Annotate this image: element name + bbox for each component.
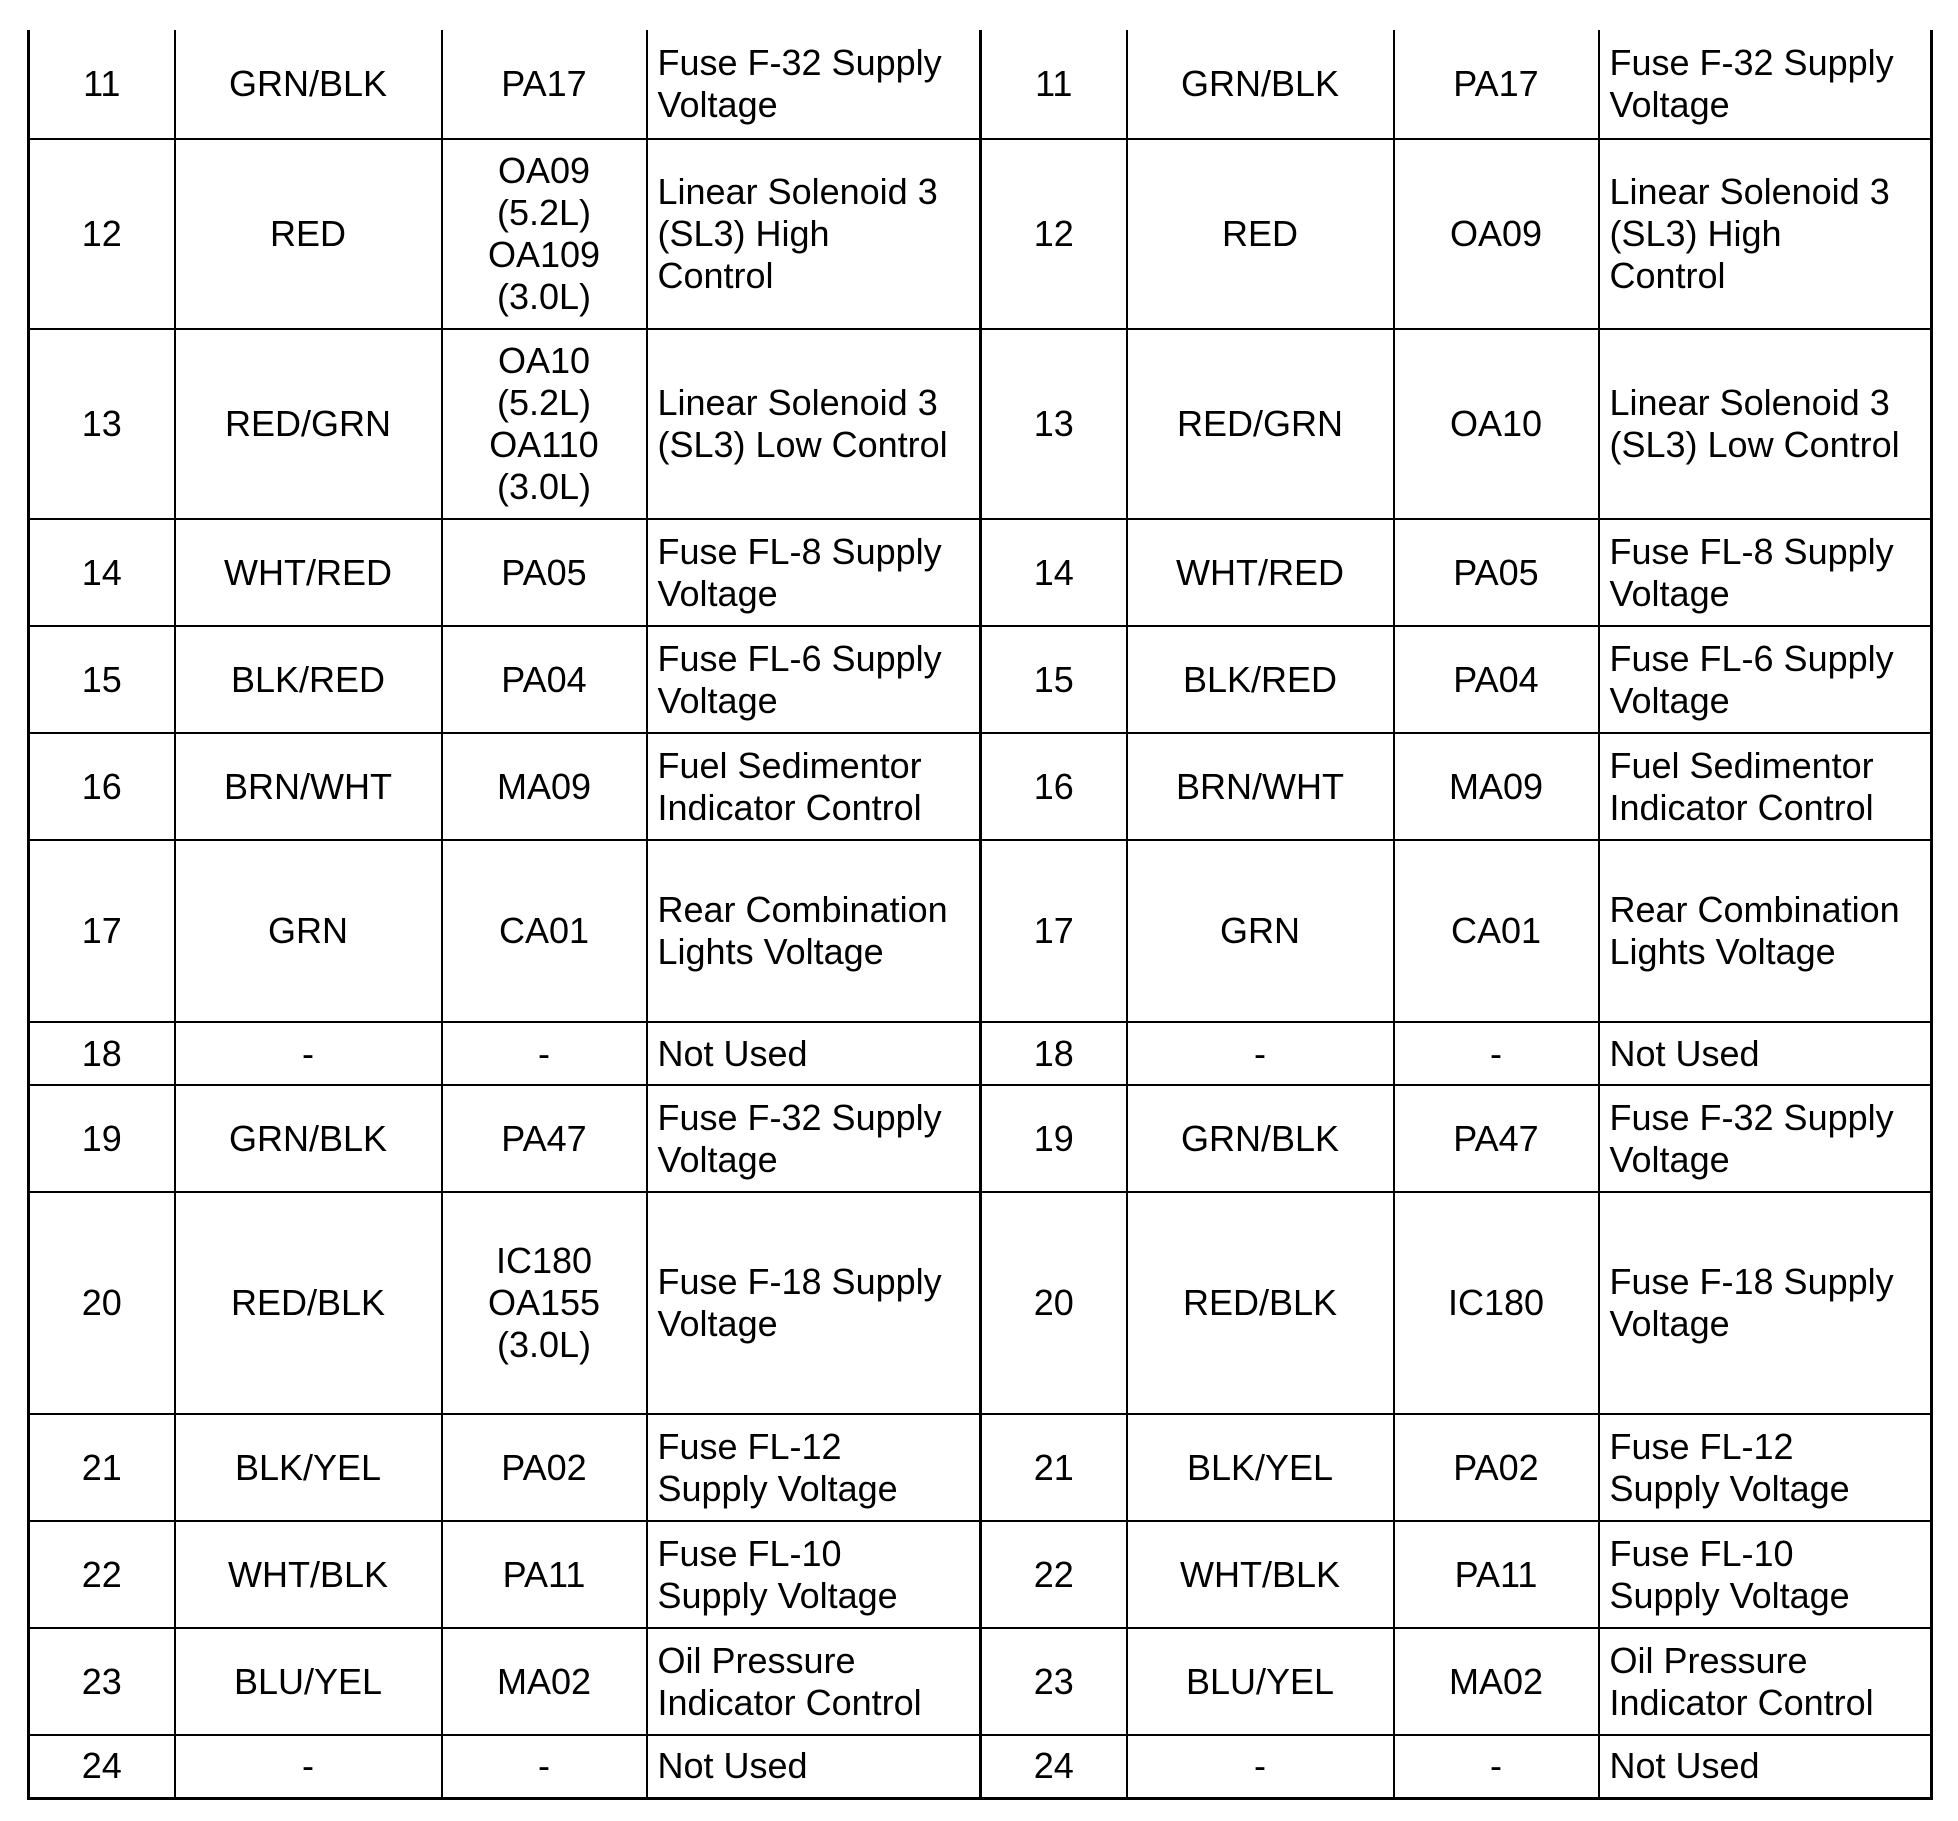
function-cell [647, 519, 981, 626]
function-cell [1599, 1628, 1932, 1735]
circuit-cell [442, 733, 647, 840]
circuit-line: PA05 [1453, 551, 1539, 593]
function-line: Rear Combination [1609, 889, 1900, 930]
circuit-line: OA09 [1449, 213, 1543, 254]
circuit-cell [442, 1735, 647, 1798]
function-cell [647, 1085, 981, 1192]
connector-pinout-table [27, 30, 1933, 1800]
circuit-line: (3.0L) [496, 1324, 592, 1365]
circuit-line: CA01 [1450, 910, 1542, 951]
circuit-cell [442, 1628, 647, 1735]
function-line: Control [1609, 255, 1726, 296]
function-line: Voltage [657, 679, 778, 721]
wire-color-cell: BRN/WHT [1127, 733, 1394, 840]
function-cell [647, 1192, 981, 1414]
function-line: Indicator Control [657, 1681, 922, 1723]
function-line: Fuse FL-10 [657, 1532, 842, 1574]
function-line: Indicator Control [657, 786, 922, 828]
function-cell [647, 139, 981, 329]
circuit-line: PA17 [1453, 63, 1539, 104]
function-line: Fuel Sedimentor [1609, 744, 1874, 786]
wire-color-cell: GRN/BLK [1127, 30, 1394, 139]
circuit-cell [1394, 626, 1599, 733]
function-line: Voltage [657, 572, 778, 614]
circuit-cell [1394, 1022, 1599, 1085]
table-row [29, 1085, 1932, 1192]
function-line: Linear Solenoid 3 [1609, 171, 1890, 212]
circuit-cell [1394, 1192, 1599, 1414]
function-cell [647, 733, 981, 840]
function-cell [647, 1735, 981, 1798]
wire-color-cell: RED/BLK [1127, 1192, 1394, 1414]
function-line: Fuse FL-8 Supply [1609, 530, 1894, 572]
pin-number-cell: 14 [981, 519, 1127, 626]
function-line: Linear Solenoid 3 [1609, 382, 1890, 423]
circuit-line: OA110 [489, 424, 599, 465]
function-cell [647, 30, 981, 139]
wire-color-cell: RED [175, 139, 442, 329]
circuit-cell [442, 1192, 647, 1414]
function-cell [1599, 139, 1932, 329]
function-cell [647, 1022, 981, 1085]
wire-color-cell: BLK/YEL [175, 1414, 442, 1521]
wire-color-cell: GRN/BLK [175, 1085, 442, 1192]
wire-color-cell: - [1127, 1022, 1394, 1085]
circuit-cell [1394, 1414, 1599, 1521]
pin-number-cell: 15 [29, 626, 175, 733]
circuit-cell [1394, 733, 1599, 840]
circuit-cell [442, 30, 647, 139]
circuit-line: PA04 [501, 658, 587, 700]
circuit-line: PA11 [1454, 1553, 1538, 1595]
function-cell [1599, 840, 1932, 1022]
table-row [29, 626, 1932, 733]
circuit-line: MA02 [1448, 1660, 1544, 1702]
table-row [29, 1022, 1932, 1085]
function-line: Supply Voltage [1609, 1467, 1850, 1509]
table-row [29, 329, 1932, 519]
wire-color-cell: BLK/YEL [1127, 1414, 1394, 1521]
pin-number-cell: 20 [29, 1192, 175, 1414]
circuit-line: PA02 [1453, 1446, 1539, 1488]
circuit-line: OA09 [497, 150, 591, 191]
circuit-cell [1394, 1735, 1599, 1798]
circuit-line: OA109 [487, 234, 601, 275]
pinout-table-body [29, 30, 1932, 1798]
circuit-line: IC180 [1447, 1282, 1545, 1323]
table-row [29, 139, 1932, 329]
pin-number-cell: 18 [29, 1022, 175, 1085]
function-line: Supply Voltage [1609, 1574, 1850, 1616]
pin-number-cell: 21 [981, 1414, 1127, 1521]
circuit-cell [1394, 139, 1599, 329]
function-line: Fuel Sedimentor [657, 744, 922, 786]
function-cell [1599, 329, 1932, 519]
table-row [29, 1735, 1932, 1798]
function-cell [647, 1628, 981, 1735]
function-line: Fuse FL-8 Supply [657, 530, 942, 572]
table-row [29, 1628, 1932, 1735]
function-line: Voltage [1609, 572, 1730, 614]
function-cell [1599, 1085, 1932, 1192]
function-line: Lights Voltage [1609, 931, 1836, 972]
function-cell [647, 1414, 981, 1521]
function-cell [1599, 519, 1932, 626]
function-line: Fuse F-32 Supply [1609, 1096, 1894, 1138]
circuit-line: - [538, 1032, 550, 1074]
function-line: (SL3) High [1609, 213, 1782, 254]
function-line: Voltage [657, 84, 778, 125]
function-cell [647, 329, 981, 519]
function-line: Voltage [1609, 679, 1730, 721]
function-line: Voltage [1609, 1138, 1730, 1180]
circuit-line: PA17 [501, 63, 587, 104]
circuit-line: MA09 [496, 765, 592, 807]
function-cell [1599, 30, 1932, 139]
pin-number-cell: 13 [29, 329, 175, 519]
circuit-line: OA10 [497, 340, 591, 381]
function-line: Fuse F-32 Supply [1609, 42, 1894, 83]
wire-color-cell: - [175, 1735, 442, 1798]
pin-number-cell: 23 [29, 1628, 175, 1735]
wire-color-cell: - [175, 1022, 442, 1085]
function-line: Rear Combination [657, 889, 948, 930]
table-row [29, 519, 1932, 626]
circuit-line: (5.2L) [496, 192, 592, 233]
pin-number-cell: 12 [981, 139, 1127, 329]
circuit-line: CA01 [498, 910, 590, 951]
function-line: Fuse FL-12 [657, 1425, 842, 1467]
function-line: Supply Voltage [657, 1574, 898, 1616]
wire-color-cell: GRN/BLK [175, 30, 442, 139]
circuit-line: PA05 [501, 551, 587, 593]
function-cell [1599, 1022, 1932, 1085]
wire-color-cell: BRN/WHT [175, 733, 442, 840]
function-cell [1599, 1735, 1932, 1798]
function-line: Supply Voltage [657, 1467, 898, 1509]
circuit-cell [1394, 840, 1599, 1022]
circuit-line: - [1490, 1032, 1502, 1074]
function-line: Voltage [657, 1303, 778, 1344]
wire-color-cell: BLU/YEL [175, 1628, 442, 1735]
wire-color-cell: GRN/BLK [1127, 1085, 1394, 1192]
function-line: Not Used [1609, 1745, 1760, 1787]
function-line: Fuse F-32 Supply [657, 42, 942, 83]
table-row [29, 733, 1932, 840]
function-cell [1599, 733, 1932, 840]
pin-number-cell: 15 [981, 626, 1127, 733]
circuit-line: PA11 [502, 1553, 586, 1595]
circuit-line: (3.0L) [496, 276, 592, 317]
wire-color-cell: WHT/RED [175, 519, 442, 626]
function-line: Oil Pressure [657, 1639, 856, 1681]
circuit-line: MA09 [1448, 765, 1544, 807]
circuit-line: PA04 [1453, 658, 1539, 700]
wire-color-cell: BLK/RED [175, 626, 442, 733]
pin-number-cell: 24 [981, 1735, 1127, 1798]
circuit-line: PA02 [501, 1446, 587, 1488]
circuit-cell [442, 626, 647, 733]
function-line: (SL3) High [657, 213, 830, 254]
wire-color-cell: RED/GRN [1127, 329, 1394, 519]
circuit-cell [1394, 1521, 1599, 1628]
circuit-line: IC180 [495, 1240, 593, 1281]
circuit-cell [1394, 30, 1599, 139]
circuit-cell [442, 1085, 647, 1192]
function-line: Fuse FL-12 [1609, 1425, 1794, 1467]
table-row [29, 1414, 1932, 1521]
function-line: Voltage [1609, 1303, 1730, 1344]
pin-number-cell: 12 [29, 139, 175, 329]
pin-number-cell: 11 [981, 30, 1127, 139]
wire-color-cell: RED/GRN [175, 329, 442, 519]
circuit-line: (3.0L) [496, 466, 592, 507]
table-row [29, 1521, 1932, 1628]
wire-color-cell: - [1127, 1735, 1394, 1798]
pin-number-cell: 21 [29, 1414, 175, 1521]
circuit-line: PA47 [501, 1117, 587, 1159]
function-line: Fuse F-18 Supply [1609, 1261, 1894, 1302]
function-line: (SL3) Low Control [657, 424, 948, 465]
circuit-cell [442, 1022, 647, 1085]
circuit-cell [442, 840, 647, 1022]
function-cell [1599, 1521, 1932, 1628]
function-line: Fuse F-32 Supply [657, 1096, 942, 1138]
pin-number-cell: 22 [981, 1521, 1127, 1628]
function-line: Voltage [657, 1138, 778, 1180]
function-cell [1599, 1414, 1932, 1521]
pin-number-cell: 23 [981, 1628, 1127, 1735]
circuit-cell [442, 139, 647, 329]
circuit-cell [442, 519, 647, 626]
circuit-cell [442, 1521, 647, 1628]
wire-color-cell: BLU/YEL [1127, 1628, 1394, 1735]
circuit-line: PA47 [1453, 1117, 1539, 1159]
pin-number-cell: 19 [981, 1085, 1127, 1192]
circuit-cell [1394, 1085, 1599, 1192]
function-line: Indicator Control [1609, 1681, 1874, 1723]
circuit-line: - [538, 1745, 550, 1787]
function-line: Oil Pressure [1609, 1639, 1808, 1681]
wire-color-cell: WHT/RED [1127, 519, 1394, 626]
wire-color-cell: BLK/RED [1127, 626, 1394, 733]
function-line: (SL3) Low Control [1609, 424, 1900, 465]
function-line: Fuse FL-6 Supply [1609, 637, 1894, 679]
pin-number-cell: 19 [29, 1085, 175, 1192]
wire-color-cell: GRN [175, 840, 442, 1022]
circuit-line: - [1490, 1745, 1502, 1787]
circuit-cell [442, 329, 647, 519]
circuit-line: OA155 [487, 1282, 601, 1323]
pin-number-cell: 17 [29, 840, 175, 1022]
wire-color-cell: GRN [1127, 840, 1394, 1022]
function-cell [1599, 626, 1932, 733]
function-line: Lights Voltage [657, 931, 884, 972]
pin-number-cell: 16 [981, 733, 1127, 840]
circuit-line: (5.2L) [496, 382, 592, 423]
circuit-cell [1394, 519, 1599, 626]
function-line: Fuse FL-6 Supply [657, 637, 942, 679]
table-row [29, 1192, 1932, 1414]
function-line: Not Used [1609, 1032, 1760, 1074]
function-line: Linear Solenoid 3 [657, 382, 938, 423]
function-cell [1599, 1192, 1932, 1414]
circuit-cell [1394, 329, 1599, 519]
function-line: Indicator Control [1609, 786, 1874, 828]
pin-number-cell: 17 [981, 840, 1127, 1022]
wire-color-cell: RED [1127, 139, 1394, 329]
function-cell [647, 626, 981, 733]
pin-number-cell: 11 [29, 30, 175, 139]
wire-color-cell: WHT/BLK [175, 1521, 442, 1628]
pin-number-cell: 16 [29, 733, 175, 840]
table-row [29, 30, 1932, 139]
wire-color-cell: WHT/BLK [1127, 1521, 1394, 1628]
function-cell [647, 840, 981, 1022]
function-line: Fuse F-18 Supply [657, 1261, 942, 1302]
circuit-cell [1394, 1628, 1599, 1735]
pin-number-cell: 22 [29, 1521, 175, 1628]
circuit-line: MA02 [496, 1660, 592, 1702]
circuit-cell [442, 1414, 647, 1521]
function-line: Linear Solenoid 3 [657, 171, 938, 212]
pin-number-cell: 14 [29, 519, 175, 626]
function-line: Voltage [1609, 84, 1730, 125]
circuit-line: OA10 [1449, 403, 1543, 444]
pin-number-cell: 20 [981, 1192, 1127, 1414]
wire-color-cell: RED/BLK [175, 1192, 442, 1414]
function-line: Not Used [657, 1032, 808, 1074]
pin-number-cell: 18 [981, 1022, 1127, 1085]
pin-number-cell: 13 [981, 329, 1127, 519]
pin-number-cell: 24 [29, 1735, 175, 1798]
function-line: Not Used [657, 1745, 808, 1787]
function-line: Control [657, 255, 774, 296]
function-line: Fuse FL-10 [1609, 1532, 1794, 1574]
function-cell [647, 1521, 981, 1628]
table-row [29, 840, 1932, 1022]
